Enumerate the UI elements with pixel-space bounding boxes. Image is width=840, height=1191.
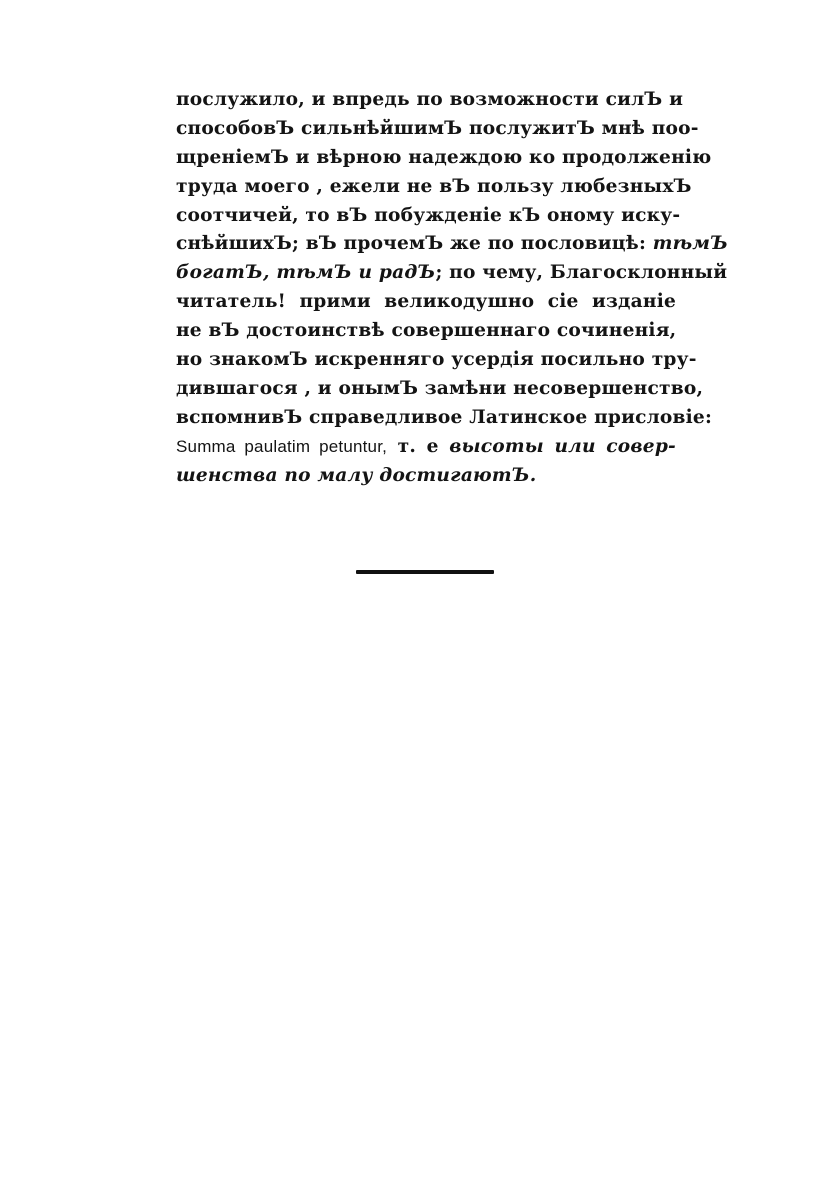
- text-line: но знакомЪ искренняго усердія посильно тру-: [176, 349, 697, 371]
- text-line: [176, 462, 676, 491]
- decorative-rule: [356, 570, 494, 574]
- text-line: не вЪ достоинствѣ совершеннаго сочиненія,: [176, 320, 677, 342]
- text-line: дившагося , и онымЪ замѣни несовершенство,: [176, 377, 704, 399]
- text-line: труда моего , ежели не вЪ пользу любезныхЪ: [176, 175, 692, 197]
- text-line: способовЪ сильнѣйшимЪ послужитЪ мнѣ поо-: [176, 117, 699, 139]
- text-segment: т. е: [397, 435, 439, 457]
- text-line: вспомнивЪ справедливое Латинское присловіе:: [176, 406, 713, 428]
- text-line: [176, 433, 676, 462]
- text-line: [176, 259, 728, 288]
- italic-segment: богатЪ, тѣмЪ и радЪ: [176, 262, 436, 284]
- text-segment: ; по чему, Благосклонный: [435, 262, 728, 284]
- italic-segment: высоты или совер-: [449, 435, 676, 457]
- body-text: [176, 86, 729, 490]
- text-segment: снѣйшихЪ; вЪ прочемЪ же по пословицѣ:: [176, 233, 647, 255]
- text-line: послужило, и впредь по возможности силЪ и: [176, 89, 684, 110]
- text-line: щреніемЪ и вѣрною надеждою ко продолженію: [176, 146, 712, 168]
- text-line: читатель! прими великодушно сіе изданіе: [176, 291, 676, 313]
- text-line: соотчичей, то вЪ побужденіе кЪ оному иску-: [176, 204, 681, 226]
- text-line: [176, 230, 729, 259]
- latin-phrase: Summa paulatim petuntur,: [176, 436, 388, 456]
- italic-segment: тѣмЪ: [652, 233, 729, 255]
- italic-segment: шенства по малу достигаютЪ.: [176, 464, 537, 486]
